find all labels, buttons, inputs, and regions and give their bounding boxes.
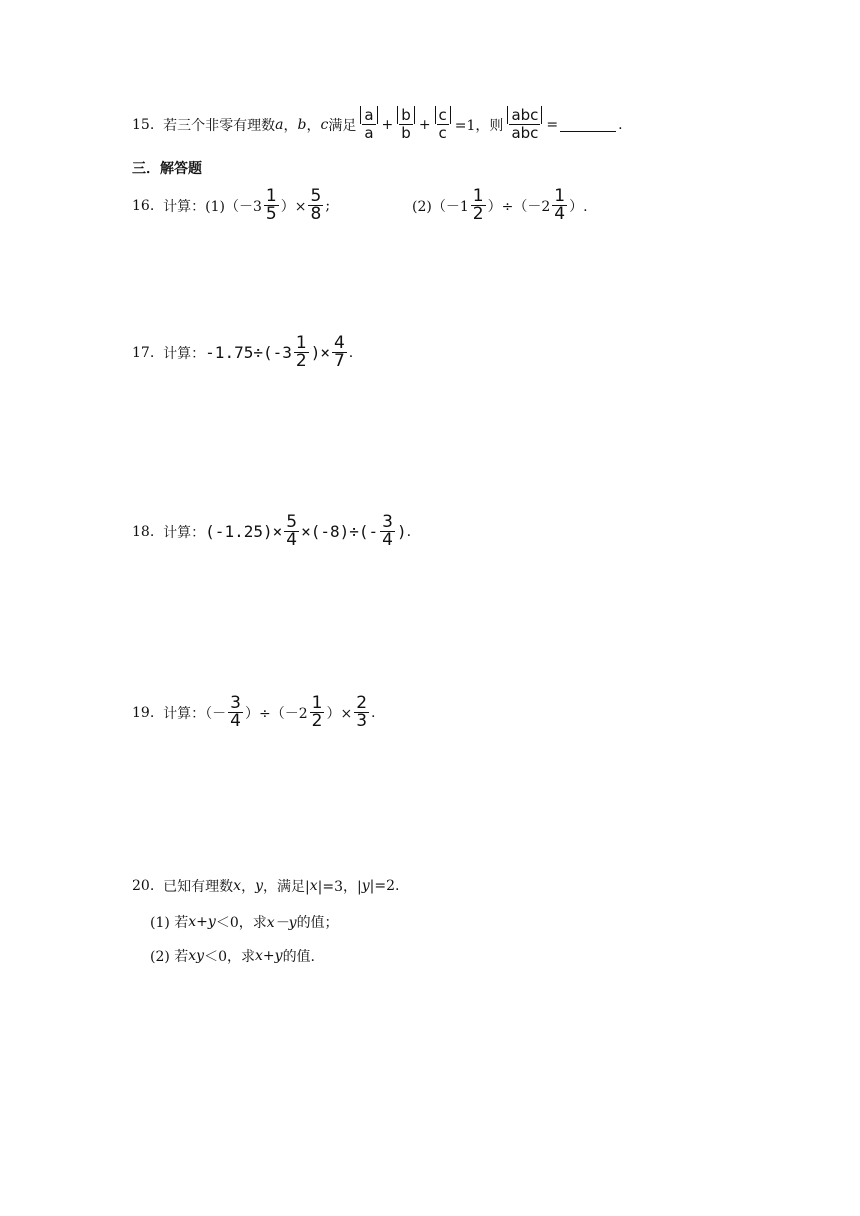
question-number: 15. xyxy=(132,116,155,133)
fraction-denominator: 4 xyxy=(230,711,241,731)
question-text: ，满足| xyxy=(263,879,310,895)
target-expression: x－y xyxy=(266,915,297,931)
period: . xyxy=(371,704,376,721)
expression-part: (-1.25)× xyxy=(205,522,283,541)
condition-expression: xy xyxy=(188,948,205,964)
variable-x: x xyxy=(309,878,318,894)
separator: ， xyxy=(283,117,298,134)
question-text: 的值. xyxy=(282,949,316,965)
fraction-3-4 xyxy=(380,514,395,549)
fraction-5-4 xyxy=(284,514,299,549)
variable-y: y xyxy=(255,878,263,894)
operator-text: ）÷（－2 xyxy=(245,705,308,722)
fraction-numerator: 1 xyxy=(472,186,484,206)
fraction-denominator: 3 xyxy=(356,711,368,731)
part-label: (1) 若 xyxy=(150,915,189,931)
separator: ， xyxy=(306,117,321,134)
target-expression: x+y xyxy=(255,948,283,964)
fraction-abs-abc-over-abc xyxy=(505,107,544,142)
question-text: 计算：（－ xyxy=(163,705,227,722)
fraction-denominator: 4 xyxy=(382,530,393,550)
fraction-denominator: a xyxy=(364,124,374,142)
variable-a: a xyxy=(275,116,284,133)
fraction-denominator: 5 xyxy=(265,204,277,224)
fraction-denominator: 4 xyxy=(286,530,298,550)
question-text: 计算： xyxy=(163,345,206,362)
question-number: 18. xyxy=(132,523,155,540)
semicolon: ; xyxy=(325,197,331,214)
fraction-abs-b-over-b xyxy=(395,107,417,142)
fraction-numerator: 3 xyxy=(382,512,393,532)
fraction-numerator: 5 xyxy=(310,186,322,206)
fraction-1-4 xyxy=(552,188,567,223)
fraction-numerator: abc xyxy=(507,106,542,124)
fraction-abs-c-over-c xyxy=(433,107,453,142)
fraction-1-5 xyxy=(264,188,279,223)
fraction-numerator: 2 xyxy=(356,693,368,713)
section-title: 三．解答题 xyxy=(132,161,202,177)
section-heading xyxy=(132,158,202,178)
question-number: 16. xyxy=(132,197,155,214)
fraction-4-7 xyxy=(332,335,347,370)
equals-text: =1，则 xyxy=(454,117,504,134)
answer-blank[interactable] xyxy=(560,117,616,132)
question-text: |=3，| xyxy=(317,879,362,895)
closing-text: ）. xyxy=(569,198,588,215)
fraction-1-2 xyxy=(310,695,325,730)
fraction-numerator: 3 xyxy=(230,693,241,713)
fraction-numerator: 1 xyxy=(311,693,323,713)
question-15 xyxy=(132,107,623,142)
question-text: 的值； xyxy=(296,915,339,931)
fraction-2-3 xyxy=(354,695,369,730)
fraction-5-8 xyxy=(308,188,323,223)
question-text: 计算： xyxy=(163,524,206,541)
operator-text: ）× xyxy=(280,198,307,215)
fraction-1-2 xyxy=(294,335,309,370)
question-17 xyxy=(132,335,353,370)
fraction-denominator: 2 xyxy=(472,204,484,224)
question-text: 计算：(1)（－3 xyxy=(163,198,262,215)
separator: ， xyxy=(241,879,256,895)
question-text: 满足 xyxy=(328,117,357,134)
question-text: |=2. xyxy=(369,878,400,894)
variable-y: y xyxy=(361,878,370,894)
question-20-part-1 xyxy=(150,912,339,932)
expression-part: ) xyxy=(396,522,407,541)
equals-sign: = xyxy=(546,116,559,133)
fraction-1-2 xyxy=(471,188,486,223)
fraction-numerator: 1 xyxy=(265,186,277,206)
part-2-label: (2)（－1 xyxy=(412,198,469,215)
question-text: 已知有理数 xyxy=(163,879,234,895)
fraction-3-4 xyxy=(228,695,243,730)
question-16 xyxy=(132,188,588,223)
fraction-denominator: 2 xyxy=(311,711,323,731)
fraction-denominator: abc xyxy=(511,124,539,142)
fraction-numerator: 5 xyxy=(286,512,298,532)
question-text: 若三个非零有理数 xyxy=(163,117,276,134)
operator-text: ）÷（－2 xyxy=(487,198,551,215)
question-number: 17. xyxy=(132,344,155,361)
condition-expression: x+y xyxy=(188,914,216,930)
fraction-numerator: c xyxy=(435,106,451,124)
question-number: 19. xyxy=(132,704,155,721)
question-19 xyxy=(132,695,375,730)
expression-part: -1.75÷(-3 xyxy=(205,343,292,362)
fraction-denominator: 4 xyxy=(554,204,566,224)
fraction-denominator: 8 xyxy=(310,204,322,224)
expression-part: ×(-8)÷(- xyxy=(301,522,379,541)
question-20-part-2 xyxy=(150,946,315,966)
operator-text: ）× xyxy=(326,705,353,722)
question-number: 20. xyxy=(132,878,155,894)
fraction-abs-a-over-a xyxy=(358,107,379,142)
fraction-numerator: 1 xyxy=(295,333,307,353)
variable-b: b xyxy=(297,116,307,133)
fraction-denominator: 2 xyxy=(295,351,307,371)
fraction-numerator: 1 xyxy=(554,186,566,206)
variable-c: c xyxy=(320,116,329,133)
question-text: ＜0，求 xyxy=(204,949,256,965)
variable-x: x xyxy=(233,878,242,894)
question-20 xyxy=(132,876,399,896)
period: . xyxy=(348,344,354,361)
fraction-numerator: 4 xyxy=(333,333,345,353)
fraction-numerator: a xyxy=(360,106,377,124)
period: . xyxy=(406,523,412,540)
expression-part: )× xyxy=(310,343,330,362)
plus-sign: + xyxy=(418,116,431,133)
part-label: (2) 若 xyxy=(150,949,189,965)
period: . xyxy=(618,116,623,133)
fraction-denominator: 7 xyxy=(333,351,345,371)
fraction-numerator: b xyxy=(397,106,415,124)
fraction-denominator: b xyxy=(401,124,411,142)
question-18 xyxy=(132,514,411,549)
question-text: ＜0，求 xyxy=(215,915,267,931)
plus-sign: + xyxy=(381,116,394,133)
fraction-denominator: c xyxy=(438,124,447,142)
